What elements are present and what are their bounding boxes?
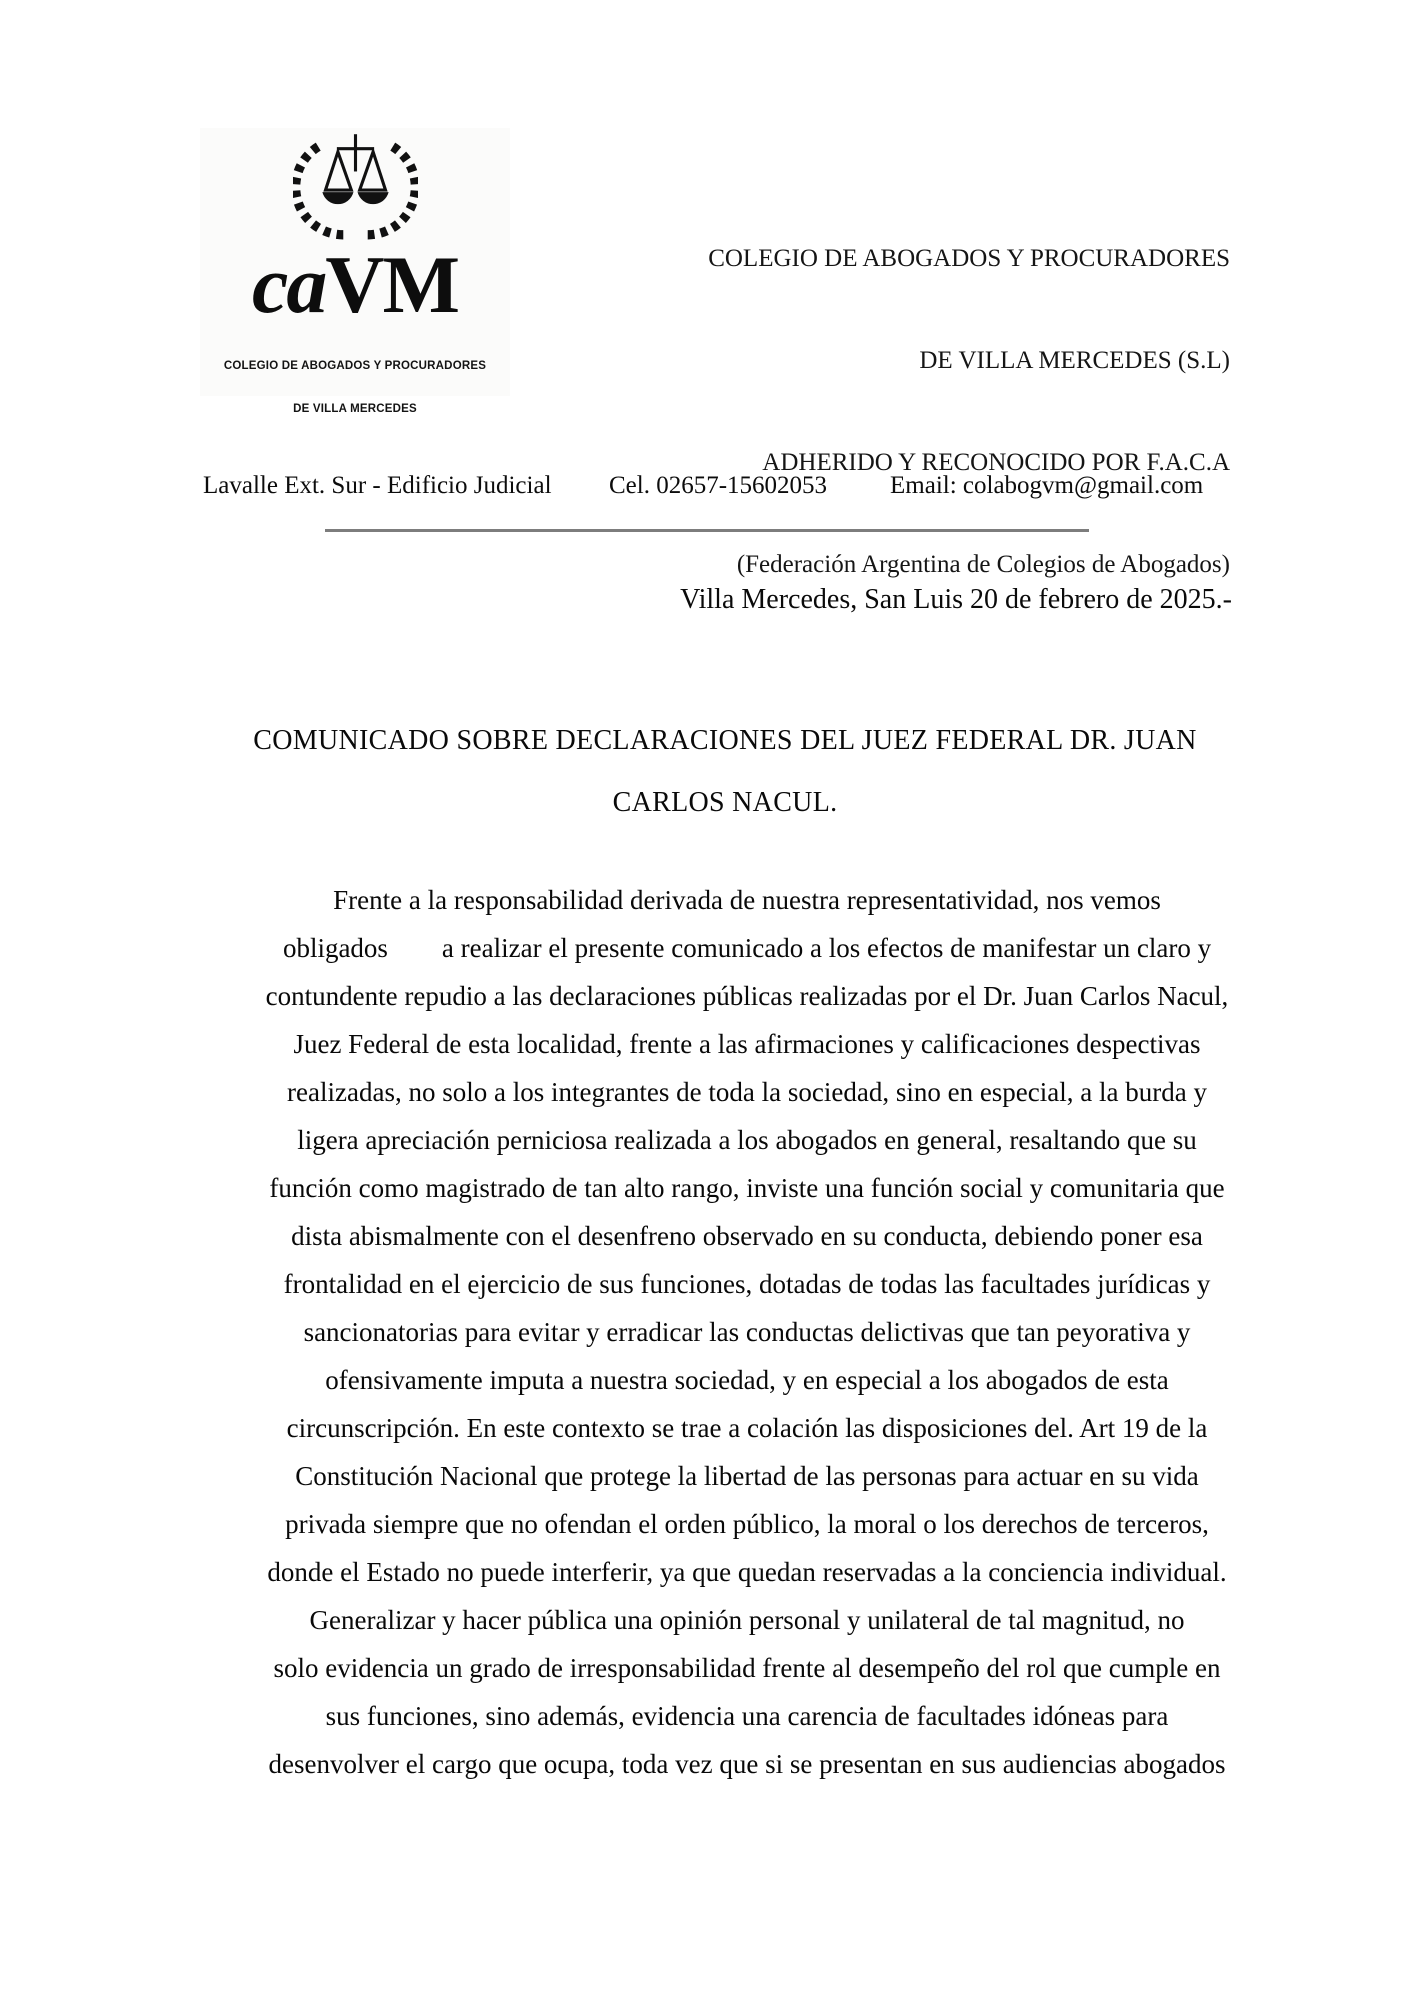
body-line: función como magistrado de tan alto rango, inviste una función social y comunitaria que: [269, 1173, 1225, 1203]
body-line: frontalidad en el ejercicio de sus funciones, dotadas de todas las facultades jurídicas y: [283, 1269, 1211, 1299]
contact-address: Lavalle Ext. Sur - Edificio Judicial: [203, 472, 552, 499]
header-divider-line: [325, 529, 1089, 532]
document-title-line2: CARLOS NACUL.: [612, 787, 838, 818]
contact-email: Email: colabogvm@gmail.com: [890, 472, 1204, 499]
body-line: obligados a realizar el presente comunicado a los efectos de manifestar un claro y: [282, 933, 1212, 963]
org-header-line1: COLEGIO DE ABOGADOS Y PROCURADORES: [708, 245, 1230, 272]
logo-caption-line2: DE VILLA MERCEDES: [293, 402, 417, 415]
body-line: desenvolver el cargo que ocupa, toda vez que si se presentan en sus audiencias abogados: [268, 1749, 1226, 1779]
body-line: circunscripción. En este contexto se trae a colación las disposiciones del. Art 19 de la: [286, 1413, 1208, 1443]
contact-row: [0, 472, 1414, 512]
document-body: [202, 876, 1292, 1788]
org-header-line3: ADHERIDO Y RECONOCIDO POR F.A.C.A: [762, 449, 1230, 476]
document-title: [160, 710, 1290, 834]
body-line: privada siempre que no ofendan el orden público, la moral o los derechos de terceros,: [285, 1509, 1209, 1539]
cavm-logo: [200, 128, 510, 415]
document-title-line1: COMUNICADO SOBRE DECLARACIONES DEL JUEZ FEDERAL DR. JUAN: [253, 725, 1197, 756]
logo-wordmark-script: ca: [251, 239, 326, 330]
logo-wordmark: [200, 239, 510, 330]
org-header-line4: (Federación Argentina de Colegios de Abogados): [736, 551, 1230, 578]
body-line: sus funciones, sino además, evidencia una carencia de facultades idóneas para: [325, 1701, 1169, 1731]
body-line: Constitución Nacional que protege la libertad de las personas para actuar en su vida: [295, 1461, 1199, 1491]
body-line: Juez Federal de esta localidad, frente a las afirmaciones y calificaciones despectivas: [293, 1029, 1201, 1059]
body-line: ligera apreciación perniciosa realizada a los abogados en general, resaltando que su: [297, 1125, 1197, 1155]
body-line: realizadas, no solo a los integrantes de toda la sociedad, sino en especial, a la burda y: [287, 1077, 1207, 1107]
body-line: dista abismalmente con el desenfreno observado en su conducta, debiendo poner esa: [291, 1221, 1203, 1251]
body-line: contundente repudio a las declaraciones públicas realizadas por el Dr. Juan Carlos Nacul,: [265, 981, 1229, 1011]
logo-caption-line1: COLEGIO DE ABOGADOS Y PROCURADORES: [223, 359, 487, 372]
scales-of-justice-wreath-icon: [293, 128, 418, 246]
dateline: Villa Mercedes, San Luis 20 de febrero de 2025.-: [680, 584, 1232, 615]
body-line: donde el Estado no puede interferir, ya que quedan reservadas a la conciencia individual.: [267, 1557, 1227, 1587]
body-line: solo evidencia un grado de irresponsabilidad frente al desempeño del rol que cumple en: [273, 1653, 1221, 1683]
org-header: [708, 174, 1230, 616]
logo-caption: [200, 330, 510, 445]
body-line: Generalizar y hacer pública una opinión personal y unilateral de tal magnitud, no: [309, 1605, 1185, 1635]
body-line: sancionatorias para evitar y erradicar las conductas delictivas que tan peyorativa y: [303, 1317, 1191, 1347]
body-line: Frente a la responsabilidad derivada de nuestra representatividad, nos vemos: [333, 885, 1161, 915]
logo-wordmark-caps: VM: [325, 239, 459, 330]
org-header-line2: DE VILLA MERCEDES (S.L): [919, 347, 1230, 374]
contact-phone: Cel. 02657-15602053: [609, 472, 828, 499]
body-line: ofensivamente imputa a nuestra sociedad, y en especial a los abogados de esta: [325, 1365, 1169, 1395]
